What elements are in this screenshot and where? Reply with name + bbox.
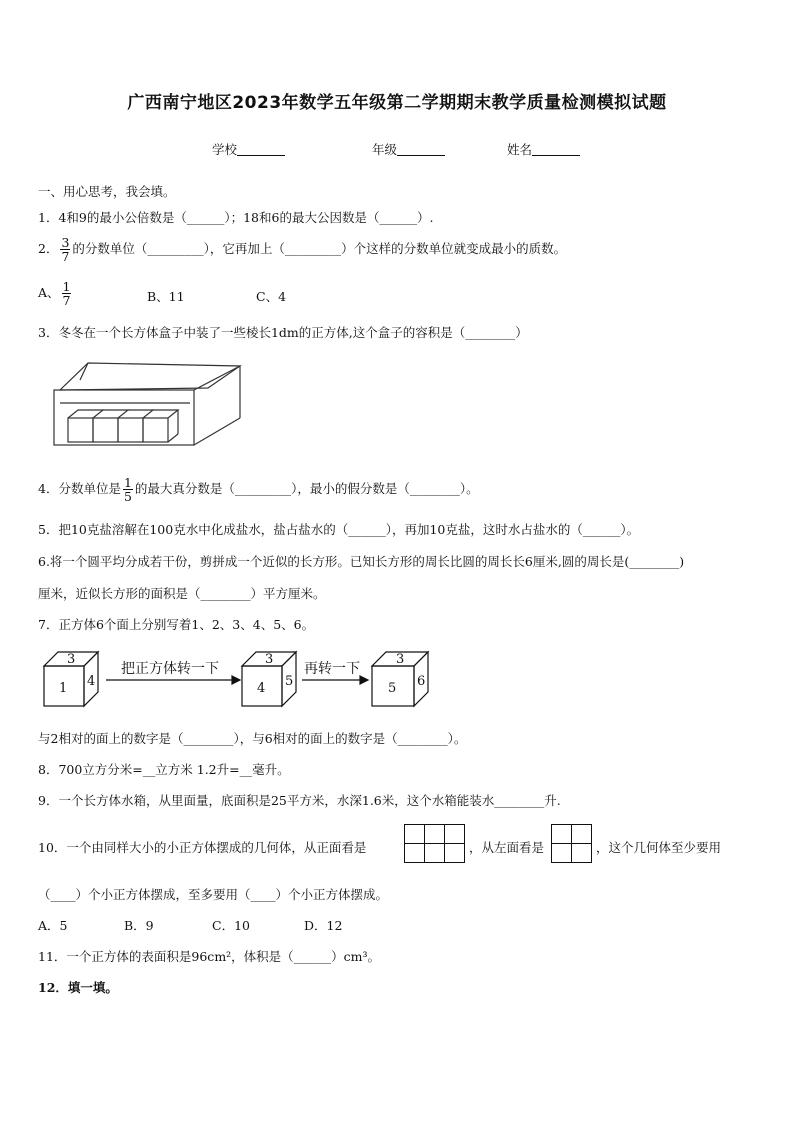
cube-1-side-label: 4 [87, 674, 96, 689]
q10-option-b: B．9 [124, 918, 154, 933]
name-field [507, 140, 580, 158]
grade-blank [397, 142, 445, 156]
section-heading: 一、用心思考，我会填。 [38, 184, 176, 199]
q4-denominator: 5 [123, 489, 132, 504]
arrow-1-label: 把正方体转一下 [121, 661, 219, 677]
left-view-cell [571, 843, 592, 863]
q4-text: 的最大真分数是（_________），最小的假分数是（________）。 [134, 481, 479, 496]
q4-prefix: 4．分数单位是 [38, 481, 121, 496]
q4-numerator: 1 [123, 475, 132, 490]
q2-option-b: B、11 [147, 289, 185, 304]
question-7: 7．正方体6个面上分别写着1、2、3、4、5、6。 [38, 617, 315, 632]
front-view-cell [424, 843, 445, 863]
front-view-cell [424, 824, 445, 844]
q2-option-a-numerator: 1 [62, 279, 71, 294]
q2-denominator: 7 [61, 249, 70, 264]
question-7-answer: 与2相对的面上的数字是（________），与6相对的面上的数字是（________）。 [38, 731, 467, 746]
question-10-part-2: ，从左面看是 [469, 840, 545, 855]
cube-2-front-label: 4 [257, 681, 266, 696]
question-10-part-1: 10．一个由同样大小的小正方体摆成的几何体，从正面看是 [38, 840, 367, 855]
q2-option-c: C、4 [256, 289, 287, 304]
cube-2-top-label: 3 [265, 652, 274, 667]
q4-fraction [123, 476, 133, 503]
left-view-cell [571, 824, 592, 844]
q2-option-a [38, 280, 73, 307]
q10-option-a: A．5 [38, 918, 68, 933]
q2-option-a-fraction [62, 280, 72, 307]
arrow-2-label: 再转一下 [304, 661, 360, 677]
question-2 [38, 236, 566, 263]
q2-text: 的分数单位（_________），它再加上（_________）个这样的分数单位就变成最小的质数。 [72, 241, 567, 256]
front-view-cell [404, 824, 425, 844]
q2-prefix: 2． [38, 241, 59, 256]
q2-numerator: 3 [61, 235, 70, 250]
page-title: 广西南宁地区2023年数学五年级第二学期期末教学质量检测模拟试题 [127, 93, 667, 113]
front-view-cell [404, 843, 425, 863]
front-view-cell [444, 843, 465, 863]
question-1: 1．4和9的最小公倍数是（______）；18和6的最大公因数是（______）. [38, 210, 434, 225]
cube-3-top-label: 3 [396, 652, 405, 667]
school-label: 学校 [212, 142, 238, 157]
q2-fraction [60, 236, 70, 263]
question-4 [38, 476, 479, 503]
question-10-part-3: ，这个几何体至少要用 [596, 840, 722, 855]
question-9: 9．一个长方体水箱，从里面量，底面积是25平方米，水深1.6米，这个水箱能装水________升. [38, 793, 561, 808]
name-label: 姓名 [507, 142, 533, 157]
grade-field [372, 140, 445, 158]
q10-option-d: D．12 [304, 918, 343, 933]
cube-3-side-label: 6 [417, 674, 426, 689]
box-figure [50, 358, 244, 458]
left-view-grid [551, 824, 591, 862]
question-12: 12．填一填。 [38, 980, 118, 995]
left-view-cell [551, 843, 572, 863]
cube-3-front-label: 5 [388, 681, 397, 696]
left-view-cell [551, 824, 572, 844]
school-blank [237, 142, 285, 156]
grade-label: 年级 [372, 142, 398, 157]
question-8: 8．700立方分米=__立方米 1.2升=__毫升。 [38, 762, 290, 777]
q10-option-c: C．10 [212, 918, 250, 933]
cube-1-top-label: 3 [67, 652, 76, 667]
cube-2-side-label: 5 [285, 674, 294, 689]
cube-1-front-label: 1 [59, 681, 68, 696]
front-view-grid [404, 824, 464, 862]
q2-option-a-label: A、 [38, 285, 60, 300]
q2-option-a-denominator: 7 [62, 293, 71, 308]
question-5: 5．把10克盐溶解在100克水中化成盐水，盐占盐水的（______），再加10克盐，这时水占盐水的（______）。 [38, 522, 640, 537]
question-6-line-2: 厘米，近似长方形的面积是（________）平方厘米。 [38, 586, 326, 601]
cube-rotation-figure [40, 648, 440, 710]
question-6-line-1: 6.将一个圆平均分成若干份，剪拼成一个近似的长方形。已知长方形的周长比圆的周长长6厘米,圆的周长是(________) [38, 554, 685, 569]
school-field [212, 140, 285, 158]
question-11: 11．一个正方体的表面积是96cm²，体积是（______）cm³。 [38, 949, 381, 964]
name-blank [532, 142, 580, 156]
question-10-line-2: （____）个小正方体摆成，至多要用（____）个小正方体摆成。 [38, 887, 389, 902]
question-3: 3．冬冬在一个长方体盒子中装了一些棱长1dm的正方体,这个盒子的容积是（________） [38, 325, 528, 340]
front-view-cell [444, 824, 465, 844]
